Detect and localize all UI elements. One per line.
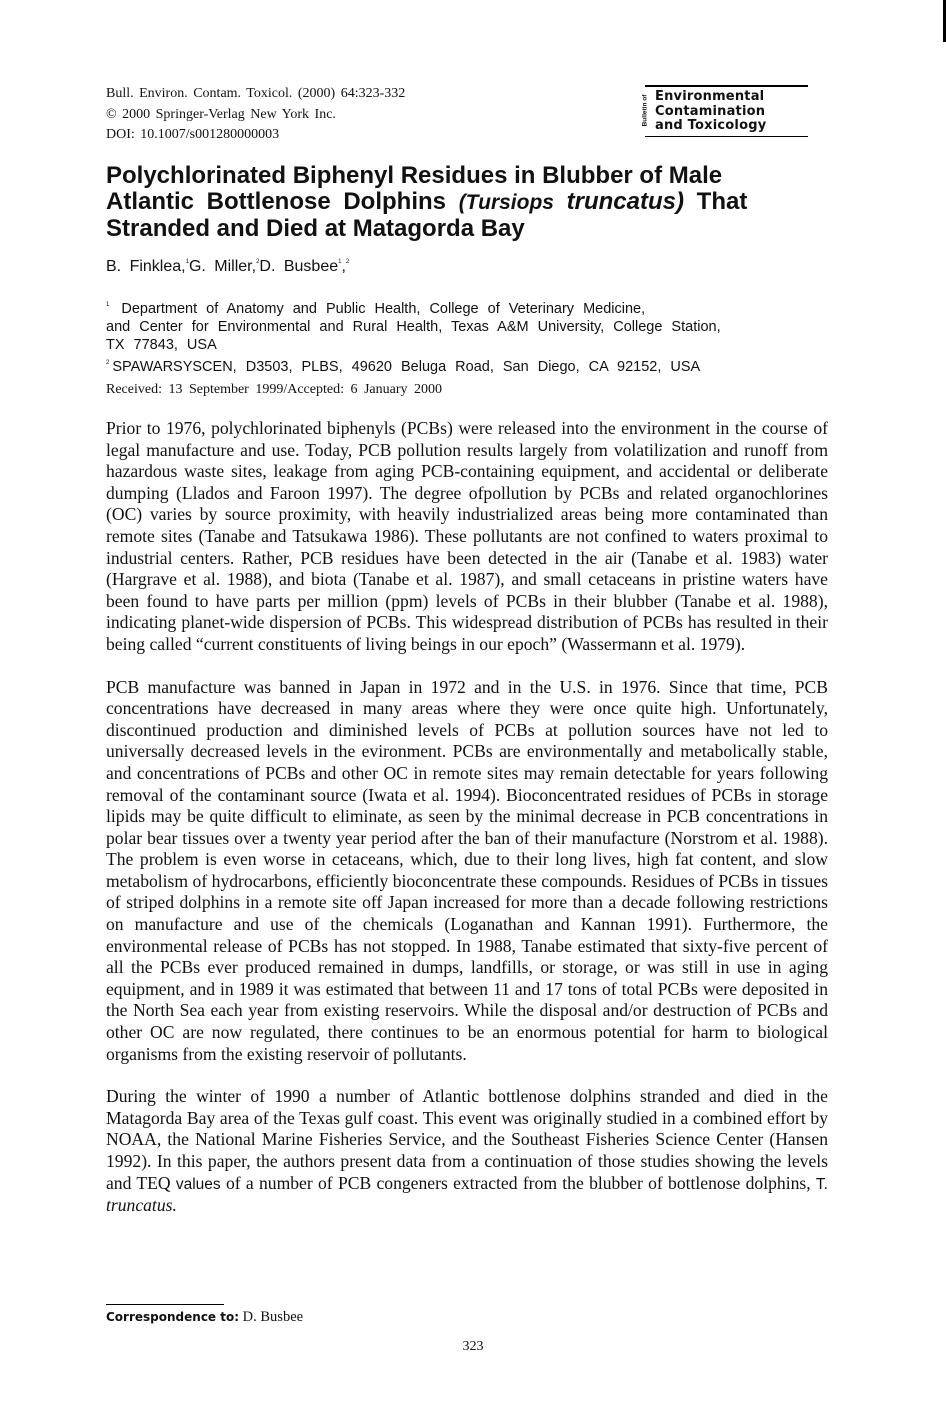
page-number: 323 [462, 1339, 484, 1354]
author-2: G. Miller, [188, 258, 257, 275]
logo-rule-top [645, 85, 808, 87]
received-dates: Received: 13 September 1999/Accepted: 6 January 2000 [106, 382, 443, 397]
affiliation-1-line-3: TX 77843, USA [106, 337, 217, 353]
author-1-affil: 1 [185, 259, 189, 265]
author-3-affil-2: 2 [345, 259, 350, 265]
paragraph-3-genus-abbr: T. [815, 1175, 828, 1193]
affiliation-1-line-2: and Center for Environmental and Rural Health, Texas A&M University, College Station, [106, 319, 721, 335]
citation-doi: DOI: 10.1007/s001280000003 [106, 127, 280, 142]
correspondence-name: D. Busbee [242, 1309, 304, 1325]
journal-logo [641, 85, 808, 137]
author-3-sep: , [341, 258, 346, 275]
paragraph-3-b: of a number of PCB congeners extracted from the blubber of bottlenose dolphins, [225, 1172, 811, 1193]
correspondence-note [106, 1309, 303, 1326]
logo-line-3: and Toxicology [655, 118, 767, 133]
logo-line-2: Contamination [655, 103, 766, 119]
paragraph-3-values: values [175, 1175, 221, 1193]
citation-journal: Bull. Environ. Contam. Toxicol. (2000) 64:323-332 [106, 86, 406, 101]
author-2-affil: 2 [256, 259, 260, 265]
paragraph-1: Prior to 1976, polychlorinated biphenyls (PCBs) were released into the environment in the course of legal manufacture and use. Today, PCB pollution results largely from volatilization and runoff from hazardous waste sites, leakage from aging PCB-containing equipment, and accidental or deliberate dumping (Llados and Faroon 1997). The degree ofpollution by PCBs and related organochlorines (OC) varies by source proximity, with heavily industrialized areas being more contaminated than remote sites (Tanabe and Tatsukawa 1986). These pollutants are not confined to waters proximal to industrial centers. Rather, PCB residues have been detected in the air (Tanabe et al. 1983) water (Hargrave et al. 1988), and biota (Tanabe et al. 1987), and small cetaceans in pristine waters have been found to have parts per million (ppm) levels of PCBs in their blubber (Tanabe et al. 1988), indicating planet-wide dispersion of PCBs. This widespread distribution of PCBs has resulted in their being called “current constituents of living beings in our epoch” (Wassermann et al. 1979). [106, 418, 828, 654]
title-genus: (Tursiops [458, 191, 554, 214]
affiliation-2-mark: 2 [106, 360, 110, 366]
affiliation-2 [106, 354, 721, 376]
author-3: D. Busbee [259, 258, 339, 275]
logo-rule-bottom [645, 136, 808, 138]
logo-lines [655, 90, 766, 134]
paper-title [106, 163, 786, 242]
citation-block [106, 84, 405, 146]
affiliation-1-line-1 [106, 296, 721, 318]
paragraph-3-a: During the winter of 1990 a number of Atlantic bottlenose dolphins stranded and died in the Matagorda Bay area of the Texas gulf coast. This event was originally studied in a combined effort by NOAA, the National Marine Fisheries Service, and the Southeast Fisheries Science Center (Hansen 1992). In this paper, the authors present data from a continuation of those studies showing the levels and TEQ [106, 1086, 828, 1193]
logo-side [641, 91, 655, 133]
paragraph-3-species: truncatus. [106, 1195, 177, 1216]
affiliation-2-text: SPAWARSYSCEN, D3503, PLBS, 49620 Beluga Road, San Diego, CA 92152, USA [112, 359, 701, 375]
affiliation-1-mark: 1 [106, 302, 110, 308]
author-1: B. Finklea, [106, 258, 186, 275]
citation-copyright: © 2000 Springer-Verlag New York Inc. [106, 106, 336, 122]
affiliation-1-text: Department of Anatomy and Public Health, College of Veterinary Medicine, [121, 301, 646, 317]
title-species: truncatus) [566, 188, 684, 215]
affiliations [106, 296, 721, 376]
footnote-rule [106, 1304, 224, 1305]
title-line-2-d: That [696, 188, 748, 215]
paragraph-2: PCB manufacture was banned in Japan in 1972 and in the U.S. in 1976. Since that time, PCB concentrations have decreased in many areas where they were once quite high. Unfortunately, discontinued production and diminished levels of PCBs at pollution sources have not led to universally decreased levels in the evironment. PCBs are environmentally and metabolically stable, and concentrations of PCBs and other OC in remote sites may remain detectable for years following removal of the contaminant source (Iwata et al. 1994). Bioconcentrated residues of PCBs in storage lipids may be quite difficult to eliminate, as seen by the minimal decrease in PCB concentrations in polar bear tissues over a twenty year period after the ban of their manufacture (Norstrom et al. 1988). The problem is even worse in cetaceans, which, due to their long lives, high fat content, and slow metabolism of hydrocarbons, efficiently bioconcentrate these compounds. Residues of PCBs in tissues of striped dolphins in a remote site off Japan increased for more than a decade following restrictions on manufacture and use of the chemicals (Loganathan and Kannan 1991). Furthermore, the environmental release of PCBs has not stopped. In 1988, Tanabe estimated that sixty-five percent of all the PCBs ever produced remained in dumps, landfills, or storage, or was still in use in aging equipment, and in 1989 it was estimated that between 11 and 17 tons of total PCBs were deposited in the North Sea each year from existing reservoirs. While the disposal and/or destruction of PCBs and other OC are now regulated, there continues to be an enormous potential for harm to biological organisms from the existing reservoir of pollutants. [106, 676, 828, 1064]
logo-line-1: Environmental [655, 89, 765, 104]
body-text [106, 418, 828, 1238]
logo-side-text: Bulletin of [641, 94, 649, 127]
title-line-2-a: Atlantic Bottlenose Dolphins [106, 188, 447, 215]
title-line-3: Stranded and Died at Matagorda Bay [106, 215, 525, 242]
title-line-1: Polychlorinated Biphenyl Residues in Blubber of Male [106, 162, 723, 189]
paragraph-3 [106, 1086, 828, 1217]
title-line-2 [106, 189, 786, 216]
author-list [106, 258, 349, 276]
correspondence-label: Correspondence to: [106, 1310, 240, 1324]
author-3-affil: 1 [338, 259, 342, 265]
